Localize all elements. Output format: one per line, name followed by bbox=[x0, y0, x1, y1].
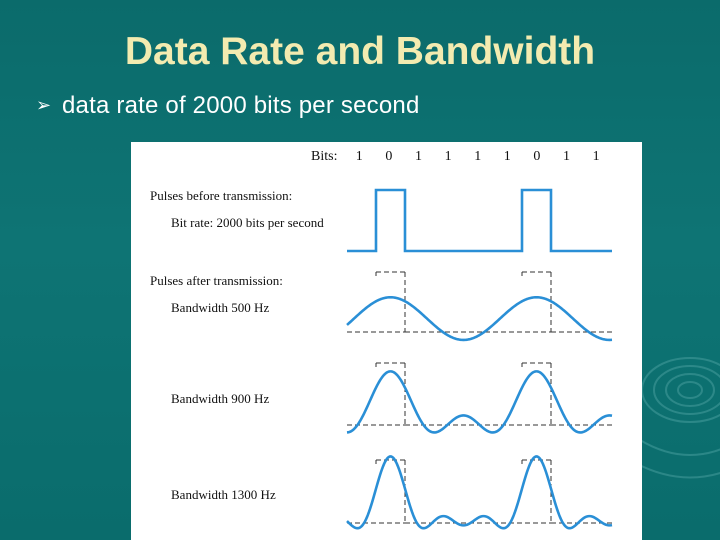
filtered-wave-900hz bbox=[347, 371, 612, 432]
arrow-bullet-icon: ➢ bbox=[36, 95, 52, 115]
before-label: Pulses before transmission: bbox=[150, 188, 293, 203]
filtered-wave-500hz bbox=[347, 297, 612, 340]
bandwidth-label-1300: Bandwidth 1300 Hz bbox=[171, 487, 276, 502]
filtered-wave-1300hz bbox=[347, 456, 612, 528]
reference-pulse-outline bbox=[347, 460, 612, 523]
bit-value: 1 bbox=[592, 149, 600, 164]
bits-label: Bits: bbox=[311, 149, 338, 164]
bandwidth-label-500: Bandwidth 500 Hz bbox=[171, 300, 270, 315]
reference-pulse-outline bbox=[347, 272, 612, 332]
bullet-text: data rate of 2000 bits per second bbox=[62, 92, 420, 119]
bit-value: 1 bbox=[474, 149, 482, 164]
slide-title: Data Rate and Bandwidth bbox=[124, 30, 596, 73]
reference-edge bbox=[376, 363, 522, 369]
bit-value: 1 bbox=[355, 149, 363, 164]
bandwidth-label-900: Bandwidth 900 Hz bbox=[171, 391, 270, 406]
bit-value: 0 bbox=[533, 149, 541, 164]
bullet-item bbox=[36, 92, 420, 120]
after-label: Pulses after transmission: bbox=[150, 273, 283, 288]
bit-value: 1 bbox=[563, 149, 570, 164]
signal-figure bbox=[131, 142, 642, 540]
bit-value: 1 bbox=[415, 149, 422, 164]
bit-value: 1 bbox=[444, 149, 452, 164]
square-pulse-wave bbox=[347, 190, 612, 251]
bit-value: 1 bbox=[503, 149, 511, 164]
bit-value: 0 bbox=[385, 149, 393, 164]
reference-edge bbox=[376, 272, 522, 278]
bitrate-label: Bit rate: 2000 bits per second bbox=[171, 215, 324, 230]
